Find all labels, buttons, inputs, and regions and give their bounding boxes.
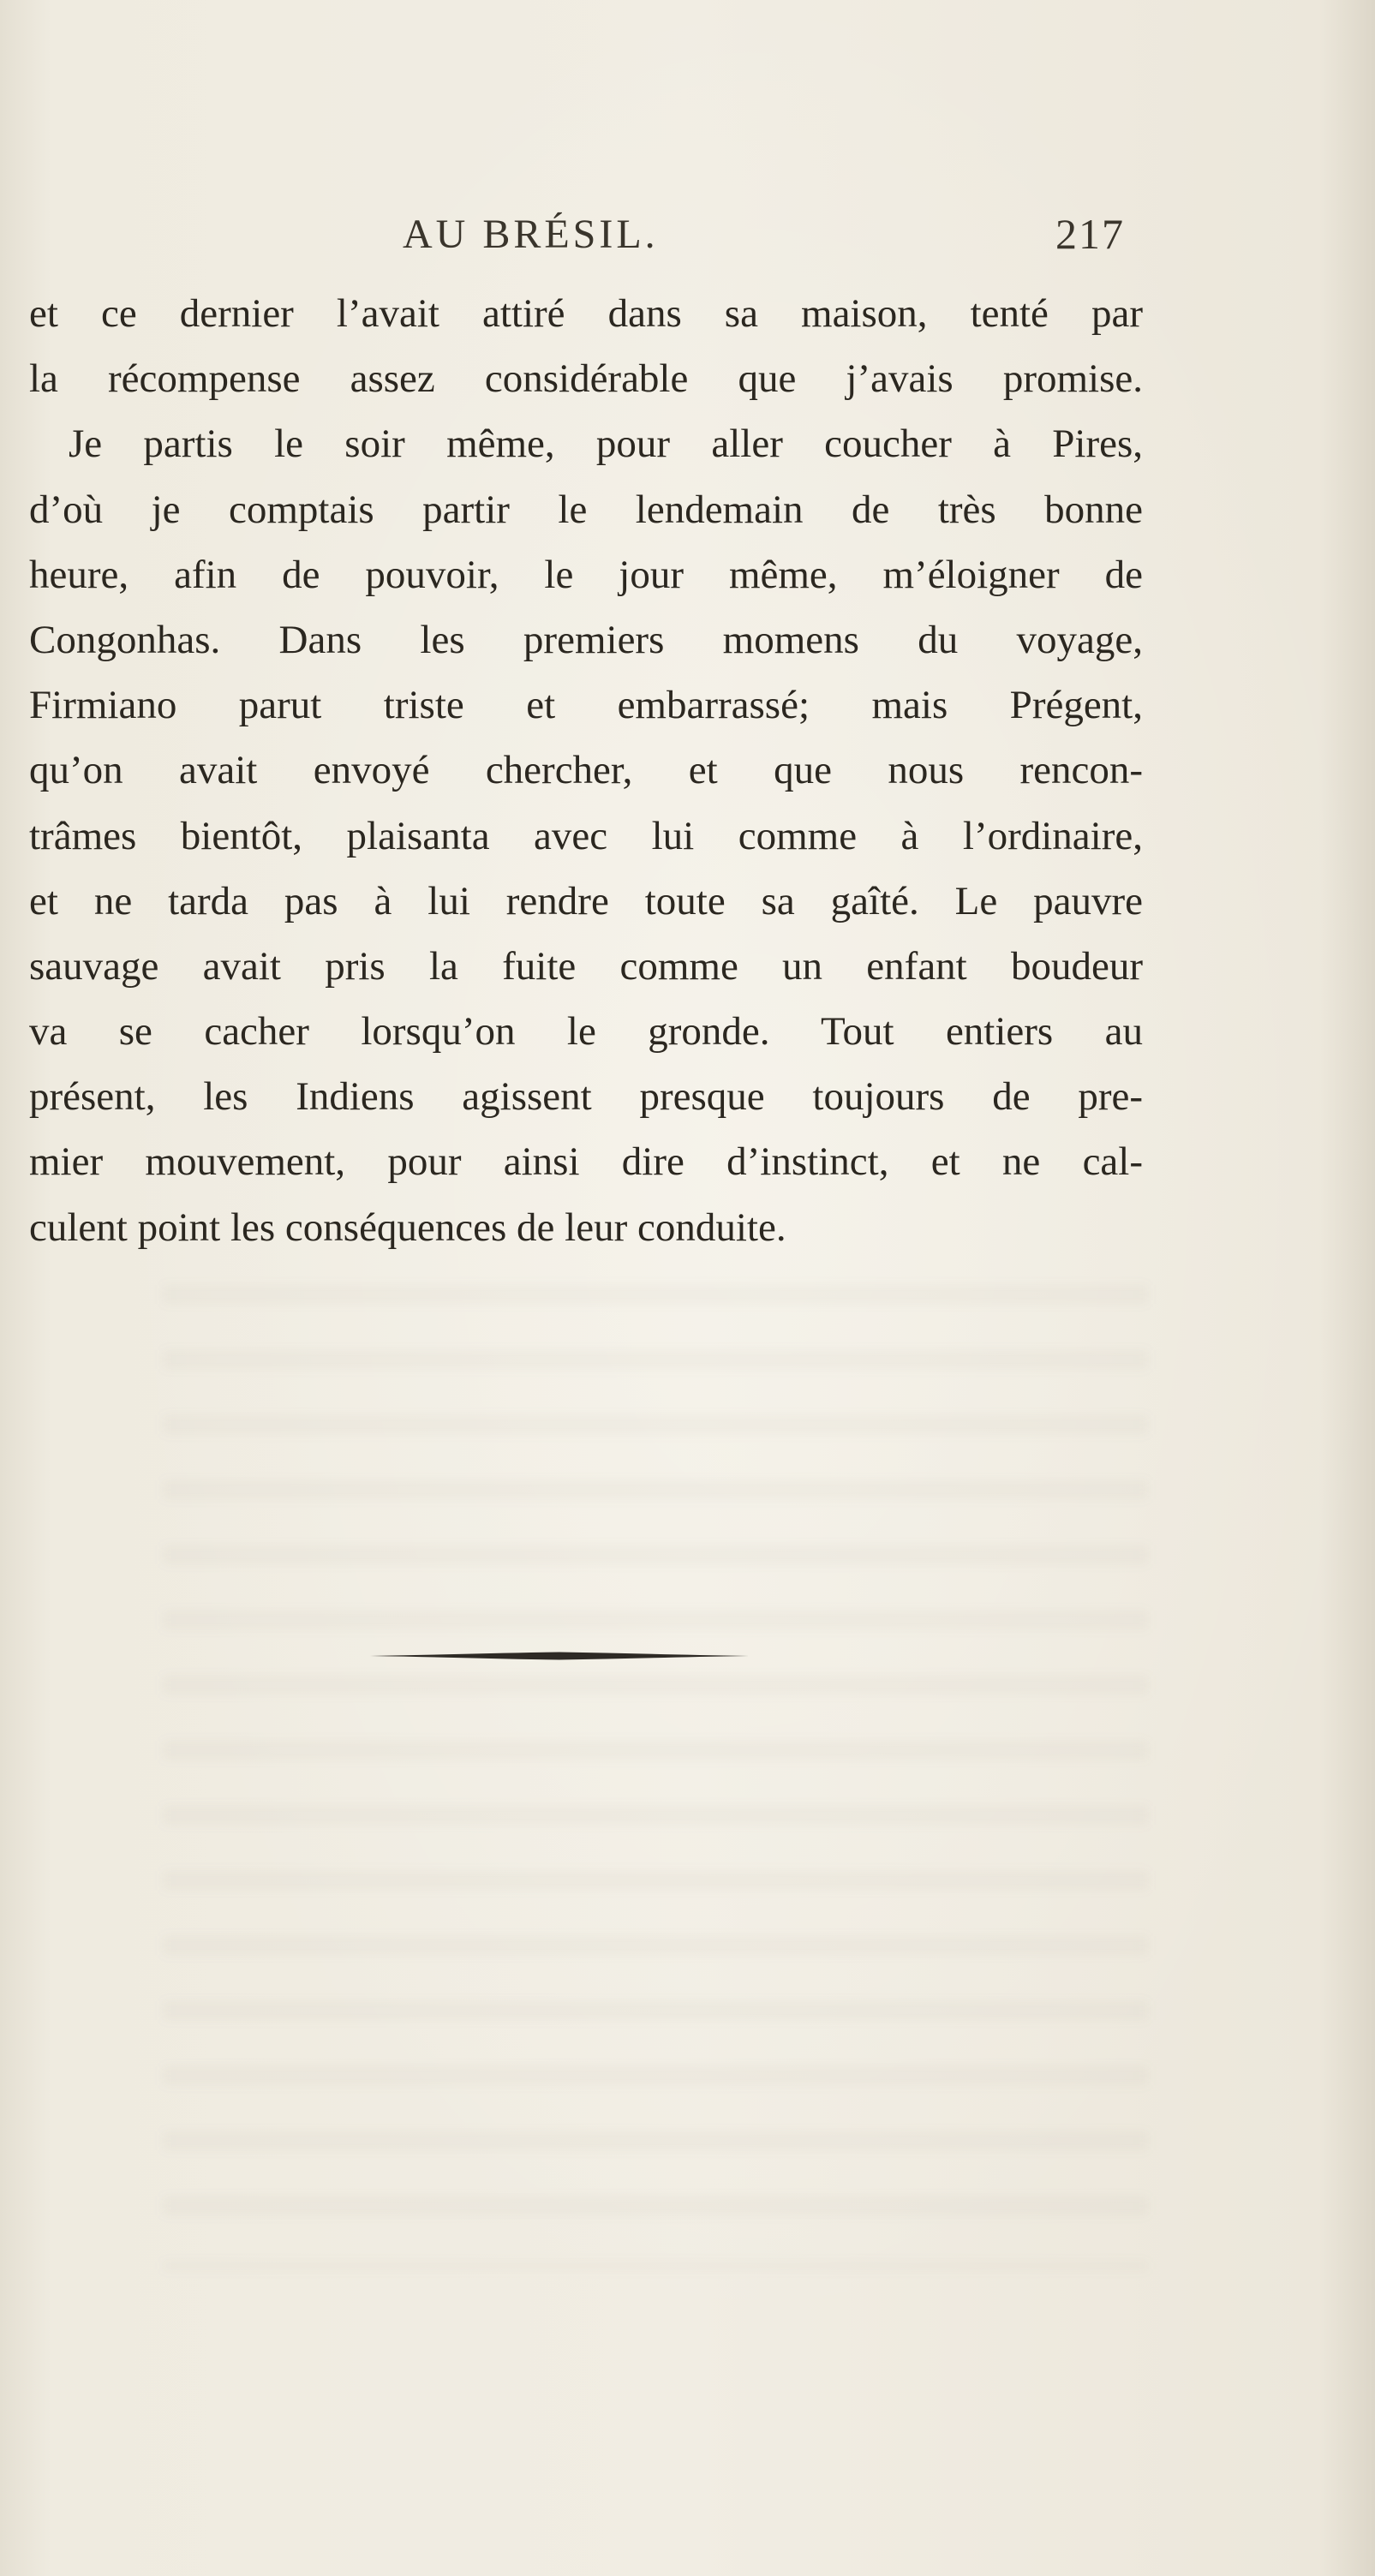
text-line: Je partis le soir même, pour aller coucher à Pires, [69,421,1143,467]
text-line: heure, afin de pouvoir, le jour même, m’éloigner de [29,552,1143,597]
text-line: qu’on avait envoyé chercher, et que nous rencon- [29,748,1143,793]
text-line: Firmiano parut triste et embarrassé; mais Prégent, [29,683,1143,728]
page-number: 217 [1055,210,1125,258]
tailpiece-rule-ornament-icon [370,1649,749,1663]
text-line: présent, les Indiens agissent presque toujours de pre- [29,1074,1143,1120]
body-text [29,281,1143,1260]
text-line: trâmes bientôt, plaisanta avec lui comme à l’ordinaire, [29,813,1143,858]
text-line: et ne tarda pas à lui rendre toute sa gaîté. Le pauvre [29,878,1143,923]
text-line: et ce dernier l’avait attiré dans sa maison, tenté par [29,291,1143,336]
text-line: culent point les conséquences de leur conduite. [29,1204,786,1250]
text-line: la récompense assez considérable que j’avais promise. [29,356,1143,402]
tailpiece-rule-shape [370,1653,749,1660]
text-line: sauvage avait pris la fuite comme un enfant boudeur [29,943,1143,989]
show-through-text [163,1285,1148,2270]
text-line: d’où je comptais partir le lendemain de très bonne [29,487,1143,532]
running-title: AU BRÉSIL. [403,212,659,257]
text-line: mier mouvement, pour ainsi dire d’instinct, et ne cal- [29,1139,1143,1185]
page-header [0,195,1375,272]
text-line: va se cacher lorsqu’on le gronde. Tout entiers au [29,1009,1143,1055]
text-line: Congonhas. Dans les premiers momens du voyage, [29,617,1143,662]
